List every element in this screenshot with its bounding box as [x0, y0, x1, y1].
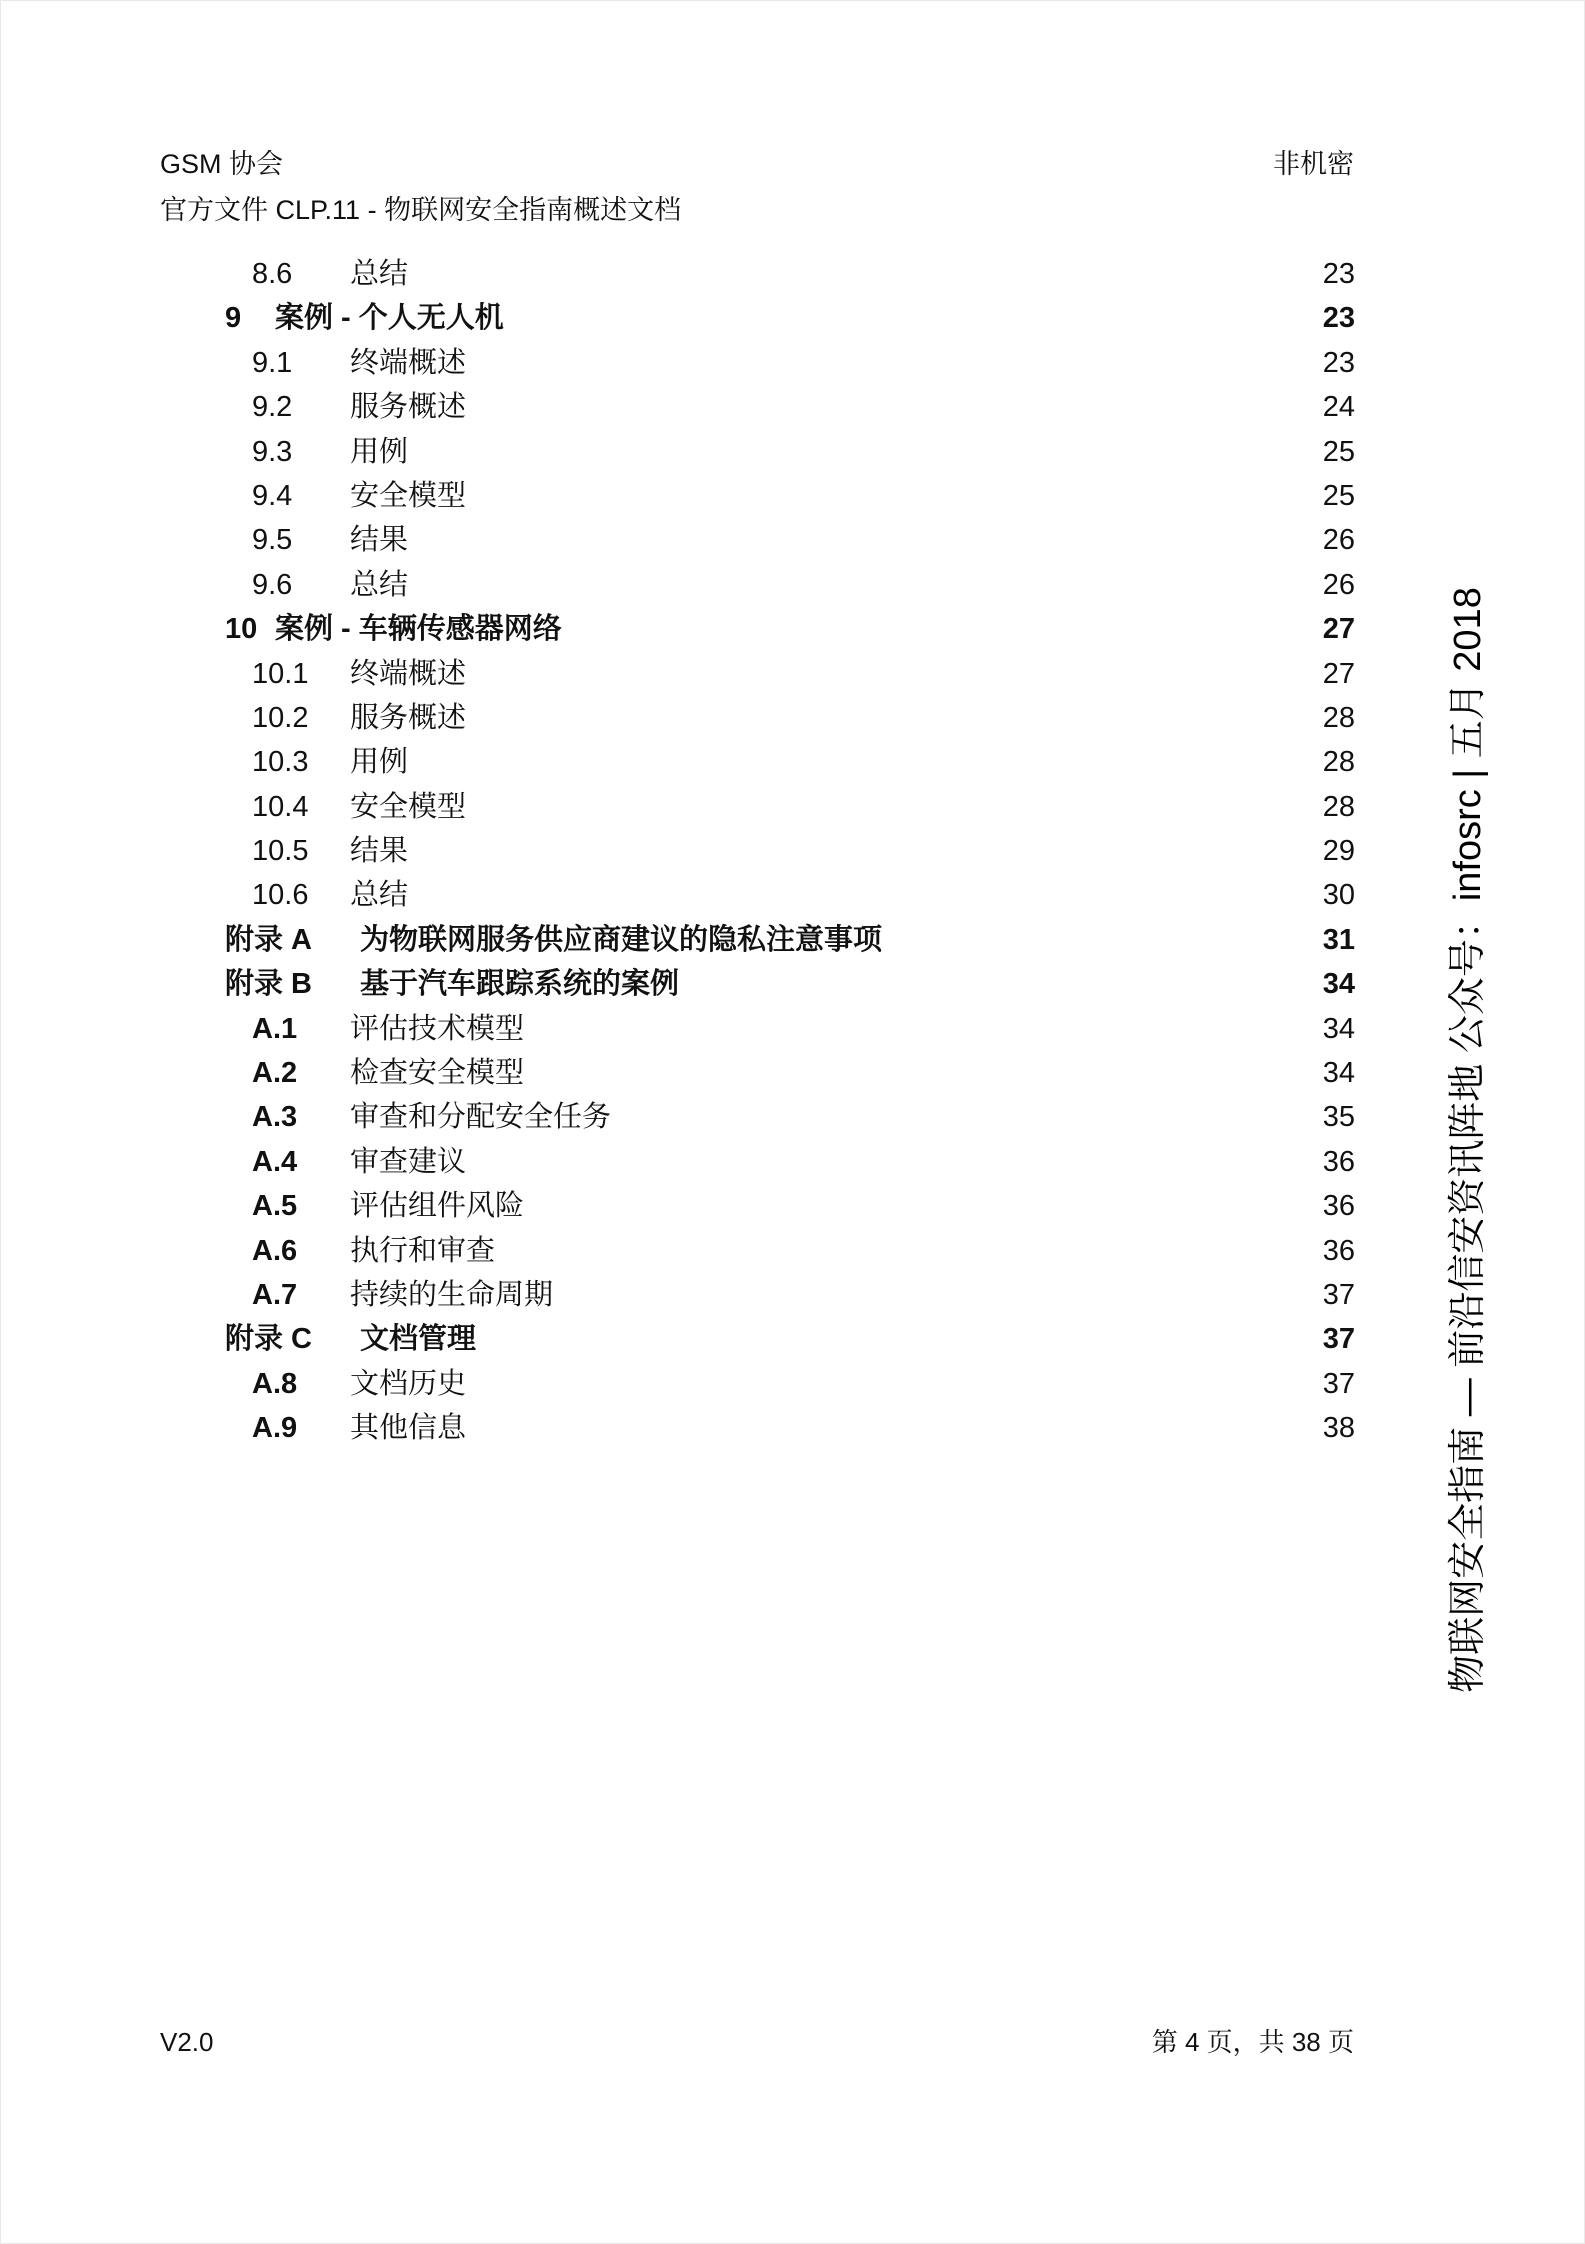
toc-entry-title: 安全模型	[350, 479, 467, 512]
toc-row	[160, 785, 1355, 829]
toc-row	[160, 1140, 1355, 1184]
toc-row	[160, 1007, 1355, 1051]
toc-entry-number: A.1	[252, 1012, 298, 1045]
toc-entry-page: 31	[1322, 923, 1355, 956]
toc-entry-title: 总结	[350, 258, 409, 290]
toc-entry-title: 安全模型	[350, 790, 467, 823]
toc-entry-title: 执行和审查	[350, 1234, 496, 1267]
toc-entry-page: 26	[1322, 524, 1355, 557]
toc-row	[160, 474, 1355, 518]
toc-entry-number: A.2	[252, 1057, 298, 1090]
toc-row	[160, 652, 1355, 696]
toc-entry-title: 用例	[350, 746, 409, 779]
toc-row	[160, 873, 1355, 917]
toc-entry-number: 9	[225, 302, 242, 335]
toc-entry-title: 服务概述	[350, 391, 467, 424]
toc-row	[160, 296, 1355, 340]
toc-entry-title: 用例	[350, 435, 409, 468]
toc-entry-page: 23	[1322, 346, 1355, 379]
toc-entry-page: 36	[1322, 1145, 1355, 1178]
toc-entry-page: 34	[1322, 968, 1355, 1001]
toc-row	[160, 607, 1355, 651]
toc-row	[160, 1406, 1355, 1450]
toc-entry-page: 24	[1322, 391, 1355, 424]
toc-row	[160, 1317, 1355, 1361]
toc-entry-title: 审查和分配安全任务	[350, 1101, 612, 1134]
header-classification-label: 非机密	[1273, 149, 1354, 179]
toc-row	[160, 385, 1355, 429]
toc-entry-number: 10	[225, 613, 258, 646]
toc-entry-title: 基于汽车跟踪系统的案例	[360, 968, 680, 1001]
toc-entry-title: 其他信息	[350, 1412, 467, 1445]
toc-entry-title: 总结	[350, 568, 409, 601]
toc-entry-title: 为物联网服务供应商建议的隐私注意事项	[360, 923, 883, 956]
toc-entry-page: 25	[1322, 435, 1355, 468]
toc-entry-title: 终端概述	[350, 657, 467, 690]
toc-entry-page: 38	[1322, 1412, 1355, 1445]
toc-row	[160, 1362, 1355, 1406]
toc-entry-number: 10.2	[252, 701, 309, 734]
footer-version-label: V2.0	[160, 2027, 214, 2057]
toc-entry-number: 10.1	[252, 657, 309, 690]
toc-row	[160, 1229, 1355, 1273]
toc-entry-title: 文档历史	[350, 1367, 467, 1400]
toc-entry-number: 附录 B	[225, 968, 313, 1001]
toc-entry-page: 30	[1322, 879, 1355, 912]
toc-entry-title: 案例 - 个人无人机	[275, 302, 504, 335]
toc-entry-number: 附录 A	[225, 923, 313, 956]
toc-entry-number: 9.2	[252, 391, 293, 424]
toc-row	[160, 962, 1355, 1006]
toc-entry-title: 评估技术模型	[350, 1012, 525, 1045]
toc-entry-page: 36	[1322, 1234, 1355, 1267]
header-organization: GSM 协会	[160, 149, 284, 179]
toc-entry-title: 文档管理	[360, 1323, 477, 1356]
toc-entry-page: 36	[1322, 1190, 1355, 1223]
toc-entry-title: 案例 - 车辆传感器网络	[275, 613, 562, 646]
toc-entry-number: A.7	[252, 1278, 298, 1311]
toc-row	[160, 341, 1355, 385]
toc-entry-number: A.9	[252, 1412, 298, 1445]
toc-entry-number: A.6	[252, 1234, 298, 1267]
toc-entry-page: 37	[1322, 1323, 1355, 1356]
toc-entry-number: 9.6	[252, 568, 293, 601]
toc-entry-page: 25	[1322, 479, 1355, 512]
toc-entry-page: 37	[1322, 1278, 1355, 1311]
toc-entry-number: A.5	[252, 1190, 298, 1223]
toc-entry-title: 结果	[350, 524, 409, 557]
toc-row	[160, 1051, 1355, 1095]
toc-entry-page: 34	[1322, 1057, 1355, 1090]
toc-entry-page: 29	[1322, 835, 1355, 868]
toc-entry-title: 总结	[350, 879, 409, 912]
toc-row	[160, 918, 1355, 962]
toc-row	[160, 829, 1355, 873]
toc-entry-title: 结果	[350, 835, 409, 868]
toc-entry-title: 终端概述	[350, 346, 467, 379]
toc-entry-page: 37	[1322, 1367, 1355, 1400]
toc-entry-number: 9.4	[252, 479, 293, 512]
toc-row	[160, 563, 1355, 607]
toc-row	[160, 430, 1355, 474]
toc-entry-page: 35	[1322, 1101, 1355, 1134]
toc-entry-title: 审查建议	[350, 1145, 467, 1178]
toc-entry-page: 26	[1322, 568, 1355, 601]
toc-entry-number: 10.3	[252, 746, 309, 779]
toc-entry-page: 23	[1322, 302, 1355, 335]
toc-entry-number: 9.5	[252, 524, 293, 557]
toc-row	[160, 1184, 1355, 1228]
toc-row	[160, 1095, 1355, 1139]
toc-entry-title: 评估组件风险	[350, 1190, 525, 1223]
toc-entry-number: 10.6	[252, 879, 309, 912]
vertical-watermark-text: 物联网安全指南 — 前沿信安资讯阵地 公众号：infosrc | 五月 2018	[1447, 587, 1489, 1693]
toc-entry-title: 持续的生命周期	[350, 1278, 554, 1311]
toc-entry-title: 检查安全模型	[350, 1057, 525, 1090]
toc-entry-number: A.8	[252, 1367, 298, 1400]
toc-entry-page: 28	[1322, 701, 1355, 734]
table-of-contents	[160, 252, 1355, 1451]
toc-entry-number: 9.1	[252, 346, 293, 379]
toc-entry-number: 8.6	[252, 258, 293, 290]
toc-row	[160, 740, 1355, 784]
toc-entry-page: 23	[1322, 258, 1355, 290]
toc-entry-number: 10.5	[252, 835, 309, 868]
toc-row	[160, 252, 1355, 296]
toc-row	[160, 696, 1355, 740]
toc-entry-number: A.4	[252, 1145, 298, 1178]
toc-entry-number: 9.3	[252, 435, 293, 468]
toc-entry-page: 34	[1322, 1012, 1355, 1045]
toc-entry-number: 10.4	[252, 790, 309, 823]
toc-entry-page: 27	[1322, 613, 1355, 646]
toc-entry-page: 28	[1322, 746, 1355, 779]
header-document-title: 官方文件 CLP.11 - 物联网安全指南概述文档	[160, 195, 682, 225]
footer-page-number: 第 4 页，共 38 页	[1151, 2027, 1354, 2057]
toc-entry-page: 28	[1322, 790, 1355, 823]
toc-row	[160, 1273, 1355, 1317]
toc-entry-title: 服务概述	[350, 701, 467, 734]
toc-entry-number: 附录 C	[225, 1323, 313, 1356]
toc-entry-number: A.3	[252, 1101, 298, 1134]
toc-entry-page: 27	[1322, 657, 1355, 690]
toc-row	[160, 518, 1355, 562]
